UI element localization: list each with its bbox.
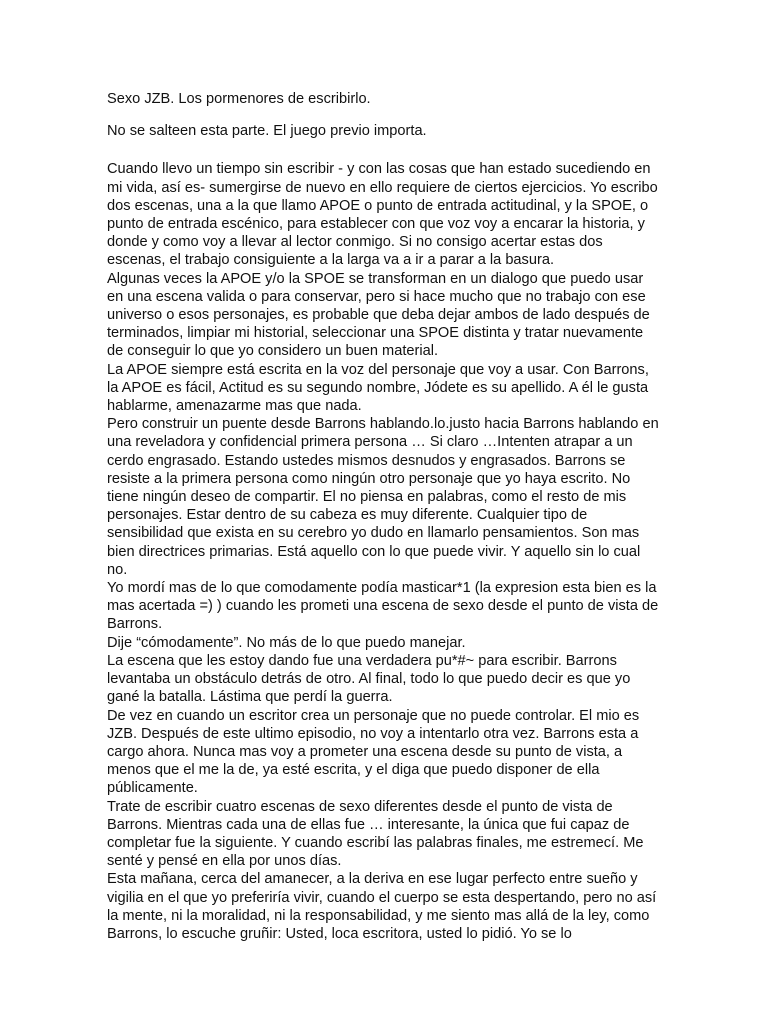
paragraph: La escena que les estoy dando fue una verdadera pu*#~ para escribir. Barrons levantaba un obstáculo detrás de otro. Al final, todo lo que puedo decir es que yo gané la batalla. Lástima que perdí la guerra. bbox=[107, 652, 631, 706]
paragraph: Yo mordí mas de lo que comodamente podía masticar*1 (la expresion esta bien es la mas acertada =) ) cuando les prometi una escena de sexo desde el punto de vista de Barrons. bbox=[107, 580, 659, 633]
paragraph: Dije “cómodamente”. No más de lo que puedo manejar. bbox=[107, 634, 466, 651]
paragraph: Cuando llevo un tiempo sin escribir - y con las cosas que han estado sucediendo en mi vida, así es- sumergirse de nuevo en ello requiere de ciertos ejercicios. Yo escribo dos escenas, una a la que llamo APOE o punto de entrada actitudinal, y la SPOE, o punto de entrada escénico, para establecer con que voz voy a encarar la historia, y donde y como voy a llevar al lector conmigo. Si no consigo acertar estas dos escenas, el trabajo consiguiente a la larga va a ir a parar a la basura. bbox=[107, 161, 658, 269]
document-title: Sexo JZB. Los pormenores de escribirlo. bbox=[107, 91, 371, 107]
paragraph: Esta mañana, cerca del amanecer, a la deriva en ese lugar perfecto entre sueño y vigilia en el que yo preferiría vivir, cuando el cuerpo se esta despertando, pero no así la mente, ni la moralidad, ni la responsabilidad, y me siento mas allá de la ley, como Barrons, lo escuche gruñir: Usted, loca escritora, usted lo pidió. Yo se lo bbox=[107, 871, 657, 942]
document-body bbox=[107, 90, 663, 943]
paragraph-block bbox=[107, 160, 663, 943]
paragraph: Algunas veces la APOE y/o la SPOE se transforman en un dialogo que puedo usar en una escena valida o para conservar, pero si hace mucho que no trabajo con ese universo o esos personajes, es probable que deba dejar ambos de lado después de terminados, limpiar mi historial, seleccionar una SPOE distinta y tratar nuevamente de conseguir lo que yo considero un buen material. bbox=[107, 270, 650, 360]
document-subtitle: No se salteen esta parte. El juego previo importa. bbox=[107, 123, 427, 140]
paragraph: Trate de escribir cuatro escenas de sexo diferentes desde el punto de vista de Barrons. Mientras cada una de ellas fue … interesante, la única que fui capaz de completar fue la siguiente. Y cuando escribí las palabras finales, me estremecí. Me senté y pensé en ella por unos días. bbox=[107, 798, 644, 870]
paragraph: De vez en cuando un escritor crea un personaje que no puede controlar. El mio es JZB. Después de este ultimo episodio, no voy a intentarlo otra vez. Barrons esta a cargo ahora. Nunca mas voy a prometer una escena desde su punto de vista, a menos que el me la de, ya esté escrita, y el diga que puedo disponer de ella públicamente. bbox=[107, 707, 640, 797]
paragraph: Pero construir un puente desde Barrons hablando.lo.justo hacia Barrons hablando en una reveladora y confidencial primera persona … Si claro …Intenten atrapar a un cerdo engrasado. Estando ustedes mismos desnudos y engrasados. Barrons se resiste a la primera persona como ningún otro personaje que yo haya escrito. No tiene ningún deseo de compartir. El no piensa en palabras, como el resto de mis personajes. Estar dentro de su cabeza es muy diferente. Cualquier tipo de sensibilidad que exista en su cerebro yo dudo en llamarlo pensamientos. Son mas bien directrices primarias. Está aquello con lo que puede vivir. Y aquello sin lo cual no. bbox=[107, 416, 659, 578]
paragraph: La APOE siempre está escrita en la voz del personaje que voy a usar. Con Barrons, la APOE es fácil, Actitud es su segundo nombre, Jódete es su apellido. A él le gusta hablarme, amenazarme mas que nada. bbox=[107, 361, 649, 415]
